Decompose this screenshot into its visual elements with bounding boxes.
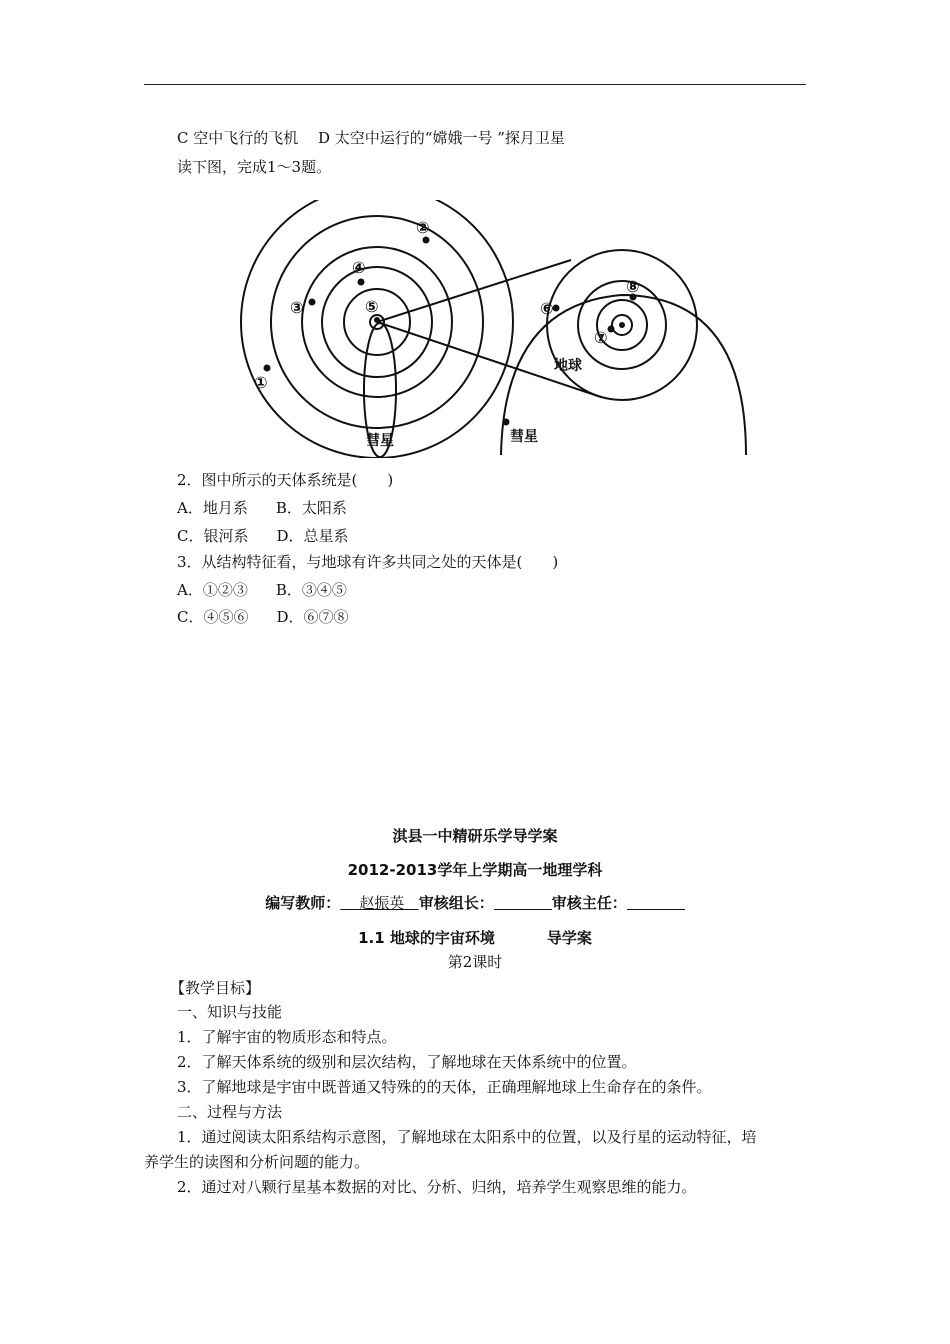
objective-item: 1．了解宇宙的物质形态和特点。 bbox=[177, 1028, 397, 1046]
director-label: 审核主任： bbox=[551, 894, 627, 912]
objective-item: 2．通过对八颗行星基本数据的对比、分析、归纳，培养学生观察思维的能力。 bbox=[177, 1178, 697, 1196]
objective-item: 2．了解天体系统的级别和层次结构，了解地球在天体系统中的位置。 bbox=[177, 1053, 637, 1071]
term-title: 2012-2013学年上学期高一地理学科 bbox=[347, 861, 603, 879]
earth-dot bbox=[619, 322, 625, 328]
option-c: C．银河系 bbox=[177, 527, 249, 545]
author-name: 赵振英 bbox=[359, 894, 405, 912]
school-title: 淇县一中精研乐学导学案 bbox=[392, 827, 558, 845]
option-d: D．⑥⑦⑧ bbox=[276, 608, 349, 626]
question-3-stem: 3．从结构特征看，与地球有许多共同之处的天体是( ) bbox=[177, 553, 559, 571]
section-process: 二、过程与方法 bbox=[177, 1103, 283, 1121]
label-4: ④ bbox=[352, 258, 366, 277]
label-6: ⑥ bbox=[540, 299, 554, 318]
label-8: ⑧ bbox=[626, 277, 640, 296]
q1-options-cd: C 空中飞行的飞机 D 太空中运行的“嫦娥一号 ”探月卫星 bbox=[177, 129, 565, 147]
objectives-heading: 【教学目标】 bbox=[170, 979, 261, 997]
objective-item: 1．通过阅读太阳系结构示意图，了解地球在太阳系中的位置，以及行星的运动特征，培 bbox=[177, 1128, 757, 1146]
body-5 bbox=[374, 317, 380, 323]
label-3: ③ bbox=[290, 298, 304, 317]
director-blank bbox=[627, 895, 685, 910]
question-2-options-ab bbox=[177, 498, 347, 518]
question-3-options-ab bbox=[177, 580, 347, 600]
reviewer-label: 审核组长： bbox=[418, 894, 494, 912]
body-4 bbox=[358, 279, 365, 286]
solar-system-diagram bbox=[236, 200, 752, 458]
comet-dot bbox=[503, 419, 510, 426]
header-rule bbox=[144, 84, 806, 85]
label-2: ② bbox=[416, 218, 430, 237]
lesson-type: 导学案 bbox=[546, 929, 592, 947]
option-c: C．④⑤⑥ bbox=[177, 608, 249, 626]
reviewer-blank bbox=[494, 895, 552, 910]
option-a: A．地月系 bbox=[177, 499, 248, 517]
question-2-stem: 2．图中所示的天体系统是( ) bbox=[177, 471, 394, 489]
question-intro: 读下图，完成1～3题。 bbox=[177, 158, 332, 176]
label-1: ① bbox=[254, 373, 268, 392]
comet-label-left: 彗星 bbox=[366, 433, 394, 449]
question-3-options-cd bbox=[177, 607, 349, 627]
author-line bbox=[0, 893, 950, 913]
author-label: 编写教师： bbox=[265, 894, 341, 912]
comet-label-right: 彗星 bbox=[510, 429, 538, 445]
label-7: ⑦ bbox=[594, 328, 608, 347]
earth-label: 地球 bbox=[554, 358, 582, 374]
body-7 bbox=[608, 326, 615, 333]
option-b: B．太阳系 bbox=[275, 499, 347, 517]
question-2-options-cd bbox=[177, 526, 349, 546]
lesson-title: 1.1 地球的宇宙环境 bbox=[358, 929, 495, 947]
objective-item: 3．了解地球是宇宙中既普通又特殊的的天体，正确理解地球上生命存在的条件。 bbox=[177, 1078, 712, 1096]
body-1 bbox=[264, 365, 271, 372]
body-2 bbox=[423, 237, 430, 244]
section-knowledge: 一、知识与技能 bbox=[177, 1003, 283, 1021]
label-5: ⑤ bbox=[365, 297, 379, 316]
period: 第2课时 bbox=[447, 953, 503, 971]
lesson-title-line bbox=[0, 928, 950, 948]
objective-item-continued: 养学生的读图和分析问题的能力。 bbox=[144, 1153, 370, 1171]
body-6 bbox=[553, 305, 560, 312]
body-3 bbox=[309, 299, 316, 306]
option-a: A．①②③ bbox=[177, 581, 248, 599]
option-d: D．总星系 bbox=[276, 527, 349, 545]
option-b: B．③④⑤ bbox=[275, 581, 347, 599]
